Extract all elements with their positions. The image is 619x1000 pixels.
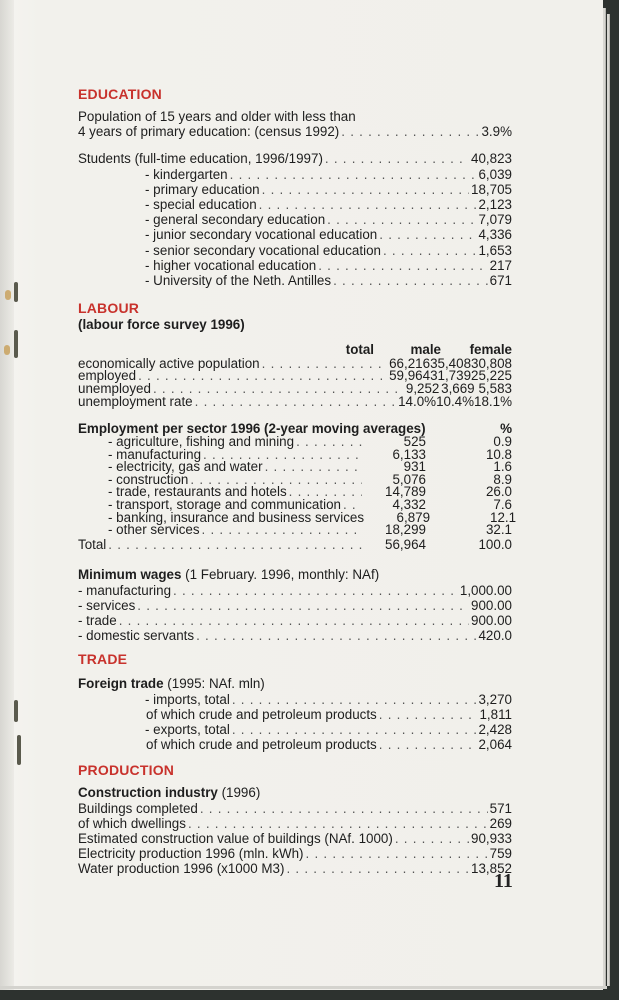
construction-heading: Construction industry <box>78 785 218 801</box>
staple-4 <box>17 735 21 765</box>
wage-row <box>78 598 512 613</box>
trade-row-label: - exports, total <box>145 722 230 737</box>
students-value: 40,823 <box>471 151 512 167</box>
education-item-label: - general secondary education <box>145 212 326 228</box>
leader-dots <box>383 243 477 258</box>
labour-row-label: economically active population <box>78 355 260 371</box>
trade-row-label: of which crude and petroleum products <box>146 706 377 722</box>
wage-row <box>78 613 512 628</box>
sector-pct-header: % <box>500 420 512 436</box>
section-heading-production: PRODUCTION <box>78 762 175 779</box>
sector-pct: 32.1 <box>485 522 512 538</box>
education-item-label: - junior secondary vocational education <box>145 227 378 243</box>
students-row <box>78 151 512 166</box>
leader-dots <box>200 801 488 816</box>
production-row-value: 90,933 <box>471 831 512 847</box>
education-item <box>78 258 512 273</box>
leader-dots <box>195 396 396 409</box>
sector-pct: 7.6 <box>493 497 512 512</box>
wage-row-value: 1,000.00 <box>459 582 512 598</box>
production-row <box>78 831 512 846</box>
students-label: Students (full-time education, 1996/1997) <box>78 151 323 167</box>
population-value: 3.9% <box>481 124 512 140</box>
education-item-label: - special education <box>145 197 257 213</box>
page-content <box>78 86 517 877</box>
sector-total-value: 56,964 <box>385 536 426 552</box>
wages-heading-row <box>78 567 512 582</box>
sector-label: - agriculture, fishing and mining <box>108 434 295 450</box>
labour-cell-total: 66,216 <box>389 355 431 371</box>
trade-row-value: 1,811 <box>479 706 512 722</box>
labour-row <box>78 396 512 409</box>
education-item-label: - higher vocational education <box>145 257 317 273</box>
education-item-value: 1,653 <box>478 242 512 258</box>
trade-row-value: 2,064 <box>478 737 512 753</box>
labour-row-label: employed <box>78 368 137 384</box>
sector-table <box>78 434 517 538</box>
education-item-value: 671 <box>489 273 512 289</box>
education-item-label: - primary education <box>145 181 260 197</box>
sector-label: - electricity, gas and water <box>108 459 263 475</box>
trade-row-label: - imports, total <box>145 691 230 707</box>
wage-row-value: 900.00 <box>471 612 512 628</box>
education-item-label: - senior secondary vocational education <box>145 242 381 258</box>
leader-dots <box>262 182 469 197</box>
education-item <box>78 227 512 242</box>
education-item-value: 6,039 <box>478 166 512 182</box>
education-item-value: 2,123 <box>478 197 512 213</box>
page-edge <box>603 8 606 986</box>
page-number: 11 <box>494 870 513 892</box>
section-heading-labour: LABOUR <box>78 300 140 317</box>
page-edge <box>607 14 610 986</box>
rust-stain <box>4 345 10 355</box>
foreign-trade-heading-row <box>78 676 512 691</box>
leader-dots <box>341 124 479 139</box>
production-row-label: Water production 1996 (x1000 M3) <box>78 861 285 877</box>
sector-value: 5,076 <box>392 471 426 487</box>
education-item-label: - kindergarten <box>145 166 228 182</box>
leader-dots <box>333 273 488 288</box>
sector-pct: 12.1 <box>490 509 517 525</box>
population-row <box>78 124 512 139</box>
sector-value: 931 <box>403 459 426 475</box>
page-edge-bottom <box>0 986 607 989</box>
trade-row-value: 3,270 <box>478 691 512 707</box>
trade-row <box>78 722 512 737</box>
labour-table <box>78 355 512 410</box>
sector-pct: 0.9 <box>493 434 512 450</box>
staple-3 <box>14 700 18 722</box>
construction-note: (1996) <box>217 785 261 801</box>
education-item-value: 18,705 <box>471 181 512 197</box>
leader-dots <box>325 151 469 166</box>
staple-1 <box>14 282 18 302</box>
sector-total-pct: 100.0 <box>478 536 512 552</box>
wage-row <box>78 628 512 643</box>
labour-cell-total: 9,252 <box>405 381 440 397</box>
leader-dots <box>379 227 476 242</box>
education-item <box>78 212 512 227</box>
trade-row <box>78 707 512 722</box>
production-row-value: 571 <box>489 800 512 816</box>
population-line-1: Population of 15 years and older with less than <box>78 109 356 124</box>
column-header-female: female <box>469 342 512 358</box>
labour-cell-total: 59,964 <box>389 368 431 384</box>
staple-2 <box>14 330 18 358</box>
sector-value: 6,879 <box>396 509 431 525</box>
leader-dots <box>232 692 477 707</box>
leader-dots <box>327 212 476 227</box>
trade-table <box>78 692 512 753</box>
wage-row-label: - domestic servants <box>78 628 195 644</box>
production-row <box>78 801 512 816</box>
construction-heading-row <box>78 785 512 800</box>
section-heading-education: EDUCATION <box>78 86 162 102</box>
sector-total-label: Total <box>78 536 107 552</box>
wages-table <box>78 583 512 644</box>
trade-row <box>78 692 512 707</box>
production-row <box>78 816 512 831</box>
sector-value: 525 <box>403 434 426 450</box>
foreign-trade-note: (1995: NAf. mln) <box>163 676 265 692</box>
leader-dots <box>196 628 476 643</box>
page-binding <box>0 0 14 990</box>
labour-cell-female: 30,808 <box>471 355 512 371</box>
leader-dots <box>318 258 487 273</box>
education-item-value: 7,079 <box>478 212 512 228</box>
leader-dots <box>173 583 458 598</box>
production-row-label: Estimated construction value of buildings (NAf. 1000) <box>78 831 393 847</box>
labour-cell-total: 14.0% <box>398 394 437 410</box>
education-items <box>78 167 512 289</box>
wage-row <box>78 583 512 598</box>
labour-cell-male: 3,669 <box>441 381 475 397</box>
leader-dots <box>379 737 477 752</box>
wage-row-label: - manufacturing <box>78 582 172 598</box>
sector-label: - other services <box>108 522 200 538</box>
column-header-male: male <box>410 342 441 358</box>
leader-dots <box>138 370 387 383</box>
sector-value: 18,299 <box>385 522 426 538</box>
education-item <box>78 197 512 212</box>
sector-label: - construction <box>108 471 189 487</box>
leader-dots <box>202 524 362 537</box>
leader-dots <box>296 436 362 449</box>
sector-row <box>78 524 512 537</box>
sector-label: - trade, restaurants and hotels <box>108 484 287 500</box>
trade-row-label: of which crude and petroleum products <box>146 737 377 753</box>
labour-cell-female: 5,583 <box>478 381 512 397</box>
leader-dots <box>286 861 469 876</box>
sector-label: - banking, insurance and business services <box>108 509 365 525</box>
labour-row-label: unemployed <box>78 381 151 397</box>
sector-value: 6,133 <box>392 446 426 462</box>
leader-dots <box>230 167 477 182</box>
sector-label: - transport, storage and communication <box>108 497 341 512</box>
wage-row-label: - services <box>78 597 136 613</box>
sector-pct: 26.0 <box>485 484 512 500</box>
production-row-value: 13,852 <box>471 861 512 877</box>
sector-label: - manufacturing <box>108 446 202 462</box>
population-label: 4 years of primary education: (census 1992) <box>78 124 340 140</box>
leader-dots <box>119 613 469 628</box>
trade-row <box>78 737 512 752</box>
column-header-total: total <box>345 342 374 358</box>
education-item <box>78 182 512 197</box>
production-table <box>78 801 512 877</box>
labour-subheading: (labour force survey 1996) <box>78 317 245 333</box>
wage-row-value: 900.00 <box>471 597 512 613</box>
sector-pct: 8.9 <box>493 471 512 487</box>
wage-row-value: 420.0 <box>478 628 512 644</box>
production-row <box>78 846 512 861</box>
sector-value: 4,332 <box>392 497 426 512</box>
leader-dots <box>232 722 477 737</box>
wages-note: (1 February. 1996, monthly: NAf) <box>181 567 380 583</box>
leader-dots <box>306 846 488 861</box>
leader-dots <box>188 816 488 831</box>
labour-cell-male: 35,408 <box>430 355 472 371</box>
sector-heading: Employment per sector 1996 (2-year moving averages) <box>78 420 426 436</box>
education-item-label: - University of the Neth. Antilles <box>145 273 332 289</box>
leader-dots <box>108 539 362 552</box>
labour-cell-female: 18.1% <box>474 394 512 410</box>
education-item <box>78 167 512 182</box>
leader-dots <box>265 461 362 474</box>
production-row-label: Electricity production 1996 (mln. kWh) <box>78 846 304 862</box>
sector-pct: 10.8 <box>485 446 512 462</box>
labour-cell-female: 25,225 <box>471 368 512 384</box>
trade-row-value: 2,428 <box>478 722 512 737</box>
wages-heading: Minimum wages <box>78 567 182 583</box>
production-row-label: Buildings completed <box>78 800 198 816</box>
section-heading-trade: TRADE <box>78 651 128 668</box>
leader-dots <box>379 707 478 722</box>
education-item <box>78 273 512 288</box>
rust-stain <box>5 290 11 300</box>
leader-dots <box>259 197 477 212</box>
education-item <box>78 243 512 258</box>
foreign-trade-heading: Foreign trade <box>78 676 164 692</box>
production-row <box>78 861 512 876</box>
leader-dots <box>262 358 387 371</box>
sector-total-row <box>78 536 512 552</box>
production-row-label: of which dwellings <box>78 815 186 831</box>
production-row-value: 759 <box>489 846 512 862</box>
labour-row-label: unemployment rate <box>78 394 193 410</box>
labour-cell-male: 31,739 <box>430 368 472 384</box>
sector-value: 14,789 <box>385 484 426 500</box>
leader-dots <box>395 831 469 846</box>
wage-row-label: - trade <box>78 612 117 628</box>
sector-pct: 1.6 <box>493 459 512 475</box>
production-row-value: 269 <box>489 815 512 831</box>
labour-cell-male: 10.4% <box>436 394 475 410</box>
education-item-value: 217 <box>489 257 512 273</box>
education-item-value: 4,336 <box>478 227 512 243</box>
leader-dots <box>137 598 469 613</box>
